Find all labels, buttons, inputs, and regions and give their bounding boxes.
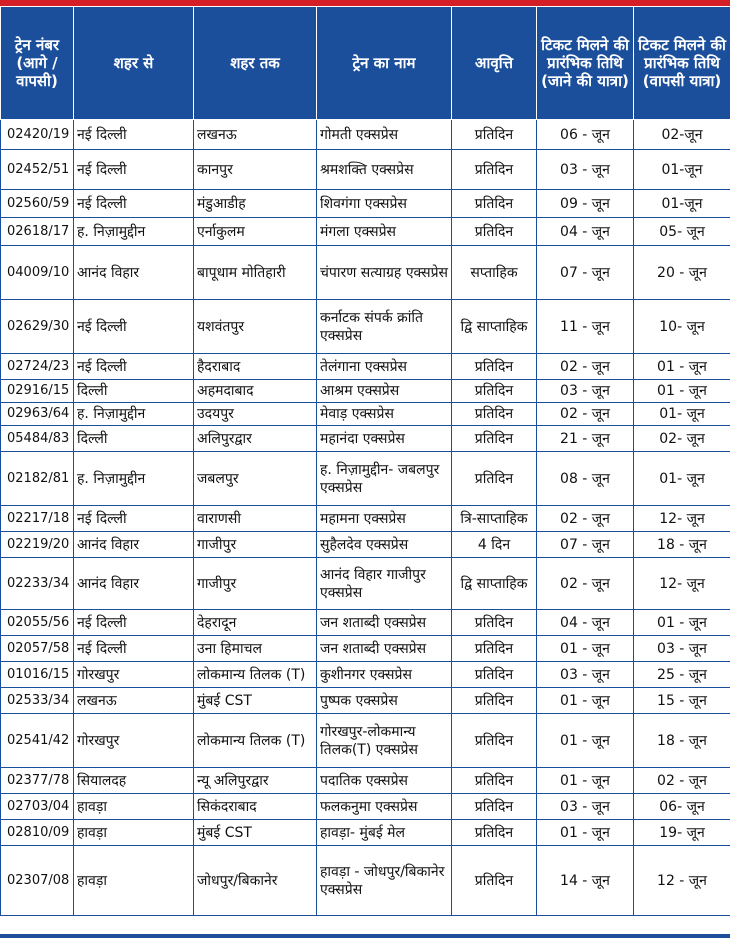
from-city-cell: हावड़ा — [74, 794, 194, 820]
onward-date-cell: 02 - जून — [537, 506, 634, 532]
to-city-cell: देहरादून — [194, 610, 317, 636]
table-row — [1, 558, 730, 610]
onward-date-cell: 01 - जून — [537, 636, 634, 662]
return-date-cell: 20 - जून — [634, 246, 730, 300]
to-city-cell: जबलपुर — [194, 452, 317, 506]
frequency-cell: प्रतिदिन — [452, 636, 537, 662]
table-row — [1, 636, 730, 662]
train-number-cell: 02541/42 — [1, 714, 74, 768]
to-city-cell: लोकमान्य तिलक (T) — [194, 662, 317, 688]
return-date-cell: 05- जून — [634, 218, 730, 246]
train-number-cell: 02629/30 — [1, 300, 74, 354]
to-city-cell: मुंबई CST — [194, 688, 317, 714]
train-name-cell: चंपारण सत्याग्रह एक्सप्रेस — [317, 246, 452, 300]
to-city-cell: लोकमान्य तिलक (T) — [194, 714, 317, 768]
from-city-cell: लखनऊ — [74, 688, 194, 714]
return-date-cell: 10- जून — [634, 300, 730, 354]
train-name-cell: आश्रम एक्सप्रेस — [317, 380, 452, 403]
train-number-cell: 02724/23 — [1, 354, 74, 380]
train-name-cell: पुष्पक एक्सप्रेस — [317, 688, 452, 714]
to-city-cell: सिकंदराबाद — [194, 794, 317, 820]
train-name-cell: सुहैलदेव एक्सप्रेस — [317, 532, 452, 558]
train-number-cell: 02618/17 — [1, 218, 74, 246]
table-row — [1, 768, 730, 794]
train-name-cell: आनंद विहार गाजीपुर एक्सप्रेस — [317, 558, 452, 610]
train-number-cell: 02219/20 — [1, 532, 74, 558]
onward-date-cell: 03 - जून — [537, 150, 634, 190]
frequency-cell: प्रतिदिन — [452, 688, 537, 714]
frequency-cell: प्रतिदिन — [452, 846, 537, 916]
onward-date-cell: 03 - जून — [537, 662, 634, 688]
onward-date-cell: 07 - जून — [537, 246, 634, 300]
return-date-cell: 18 - जून — [634, 714, 730, 768]
header-to-city: शहर तक — [194, 7, 317, 120]
table-row — [1, 794, 730, 820]
frequency-cell: प्रतिदिन — [452, 218, 537, 246]
to-city-cell: बापूधाम मोतिहारी — [194, 246, 317, 300]
frequency-cell: प्रतिदिन — [452, 120, 537, 150]
table-row — [1, 354, 730, 380]
onward-date-cell: 06 - जून — [537, 120, 634, 150]
header-from-city: शहर से — [74, 7, 194, 120]
return-date-cell: 02 - जून — [634, 768, 730, 794]
train-number-cell: 02182/81 — [1, 452, 74, 506]
return-date-cell: 12- जून — [634, 558, 730, 610]
return-date-cell: 01-जून — [634, 150, 730, 190]
to-city-cell: अलिपुरद्वार — [194, 426, 317, 452]
table-row — [1, 452, 730, 506]
train-name-cell: कुशीनगर एक्सप्रेस — [317, 662, 452, 688]
train-name-cell: गोरखपुर-लोकमान्य तिलक(T) एक्सप्रेस — [317, 714, 452, 768]
onward-date-cell: 14 - जून — [537, 846, 634, 916]
header-frequency: आवृत्ति — [452, 7, 537, 120]
to-city-cell: यशवंतपुर — [194, 300, 317, 354]
return-date-cell: 19- जून — [634, 820, 730, 846]
onward-date-cell: 01 - जून — [537, 688, 634, 714]
header-booking-date-return: टिकट मिलने की प्रारंभिक तिथि (वापसी यात्रा) — [634, 7, 730, 120]
to-city-cell: गाजीपुर — [194, 558, 317, 610]
train-name-cell: कर्नाटक संपर्क क्रांति एक्सप्रेस — [317, 300, 452, 354]
return-date-cell: 02- जून — [634, 426, 730, 452]
header-booking-date-onward: टिकट मिलने की प्रारंभिक तिथि (जाने की यात्रा) — [537, 7, 634, 120]
train-name-cell: हावड़ा- मुंबई मेल — [317, 820, 452, 846]
train-number-cell: 02377/78 — [1, 768, 74, 794]
onward-date-cell: 02 - जून — [537, 403, 634, 426]
table-row — [1, 662, 730, 688]
table-row — [1, 506, 730, 532]
table-row — [1, 688, 730, 714]
to-city-cell: मंडुआडीह — [194, 190, 317, 218]
train-name-cell: मंगला एक्सप्रेस — [317, 218, 452, 246]
train-number-cell: 02703/04 — [1, 794, 74, 820]
onward-date-cell: 03 - जून — [537, 794, 634, 820]
onward-date-cell: 01 - जून — [537, 820, 634, 846]
train-name-cell: तेलंगाना एक्सप्रेस — [317, 354, 452, 380]
frequency-cell: 4 दिन — [452, 532, 537, 558]
train-name-cell: पदातिक एक्सप्रेस — [317, 768, 452, 794]
from-city-cell: नई दिल्ली — [74, 354, 194, 380]
train-number-cell: 01016/15 — [1, 662, 74, 688]
return-date-cell: 15 - जून — [634, 688, 730, 714]
train-number-cell: 02307/08 — [1, 846, 74, 916]
train-name-cell: हावड़ा - जोधपुर/बिकानेर एक्सप्रेस — [317, 846, 452, 916]
from-city-cell: नई दिल्ली — [74, 300, 194, 354]
to-city-cell: अहमदाबाद — [194, 380, 317, 403]
header-train-name: ट्रेन का नाम — [317, 7, 452, 120]
return-date-cell: 18 - जून — [634, 532, 730, 558]
table-row — [1, 120, 730, 150]
header-train-number: ट्रेन नंबर (आगे / वापसी) — [1, 7, 74, 120]
return-date-cell: 01- जून — [634, 403, 730, 426]
train-name-cell: फलकनुमा एक्सप्रेस — [317, 794, 452, 820]
frequency-cell: प्रतिदिन — [452, 820, 537, 846]
onward-date-cell: 04 - जून — [537, 218, 634, 246]
table-row — [1, 380, 730, 403]
from-city-cell: ह. निज़ामुद्दीन — [74, 403, 194, 426]
return-date-cell: 06- जून — [634, 794, 730, 820]
from-city-cell: दिल्ली — [74, 426, 194, 452]
frequency-cell: द्वि साप्ताहिक — [452, 558, 537, 610]
bottom-accent-bar — [0, 934, 730, 938]
onward-date-cell: 08 - जून — [537, 452, 634, 506]
from-city-cell: दिल्ली — [74, 380, 194, 403]
table-row — [1, 300, 730, 354]
return-date-cell: 25 - जून — [634, 662, 730, 688]
from-city-cell: नई दिल्ली — [74, 506, 194, 532]
train-number-cell: 02810/09 — [1, 820, 74, 846]
to-city-cell: न्यू अलिपुरद्वार — [194, 768, 317, 794]
header-row — [1, 7, 730, 120]
return-date-cell: 01 - जून — [634, 380, 730, 403]
from-city-cell: हावड़ा — [74, 846, 194, 916]
return-date-cell: 01 - जून — [634, 354, 730, 380]
to-city-cell: उदयपुर — [194, 403, 317, 426]
from-city-cell: नई दिल्ली — [74, 610, 194, 636]
table-row — [1, 218, 730, 246]
from-city-cell: आनंद विहार — [74, 558, 194, 610]
frequency-cell: प्रतिदिन — [452, 403, 537, 426]
train-number-cell: 02057/58 — [1, 636, 74, 662]
from-city-cell: नई दिल्ली — [74, 636, 194, 662]
train-number-cell: 02916/15 — [1, 380, 74, 403]
frequency-cell: त्रि-साप्ताहिक — [452, 506, 537, 532]
to-city-cell: जोधपुर/बिकानेर — [194, 846, 317, 916]
onward-date-cell: 02 - जून — [537, 354, 634, 380]
train-name-cell: मेवाड़ एक्सप्रेस — [317, 403, 452, 426]
from-city-cell: गोरखपुर — [74, 714, 194, 768]
to-city-cell: एर्नाकुलम — [194, 218, 317, 246]
table-row — [1, 426, 730, 452]
frequency-cell: प्रतिदिन — [452, 380, 537, 403]
to-city-cell: हैदराबाद — [194, 354, 317, 380]
from-city-cell: हावड़ा — [74, 820, 194, 846]
return-date-cell: 03 - जून — [634, 636, 730, 662]
train-number-cell: 04009/10 — [1, 246, 74, 300]
frequency-cell: प्रतिदिन — [452, 190, 537, 218]
from-city-cell: आनंद विहार — [74, 246, 194, 300]
return-date-cell: 01 - जून — [634, 610, 730, 636]
onward-date-cell: 01 - जून — [537, 768, 634, 794]
train-name-cell: शिवगंगा एक्सप्रेस — [317, 190, 452, 218]
from-city-cell: ह. निज़ामुद्दीन — [74, 452, 194, 506]
frequency-cell: सप्ताहिक — [452, 246, 537, 300]
frequency-cell: प्रतिदिन — [452, 426, 537, 452]
train-number-cell: 02533/34 — [1, 688, 74, 714]
onward-date-cell: 04 - जून — [537, 610, 634, 636]
train-number-cell: 02560/59 — [1, 190, 74, 218]
frequency-cell: प्रतिदिन — [452, 794, 537, 820]
table-row — [1, 714, 730, 768]
train-name-cell: श्रमशक्ति एक्सप्रेस — [317, 150, 452, 190]
to-city-cell: मुंबई CST — [194, 820, 317, 846]
from-city-cell: गोरखपुर — [74, 662, 194, 688]
return-date-cell: 12 - जून — [634, 846, 730, 916]
table-row — [1, 532, 730, 558]
onward-date-cell: 09 - जून — [537, 190, 634, 218]
from-city-cell: सियालदह — [74, 768, 194, 794]
frequency-cell: प्रतिदिन — [452, 150, 537, 190]
train-name-cell: महानंदा एक्सप्रेस — [317, 426, 452, 452]
frequency-cell: द्वि साप्ताहिक — [452, 300, 537, 354]
train-schedule-table — [0, 6, 730, 916]
from-city-cell: नई दिल्ली — [74, 190, 194, 218]
train-number-cell: 02420/19 — [1, 120, 74, 150]
train-name-cell: ह. निज़ामुद्दीन- जबलपुर एक्सप्रेस — [317, 452, 452, 506]
onward-date-cell: 07 - जून — [537, 532, 634, 558]
onward-date-cell: 11 - जून — [537, 300, 634, 354]
onward-date-cell: 21 - जून — [537, 426, 634, 452]
train-number-cell: 02055/56 — [1, 610, 74, 636]
train-number-cell: 02217/18 — [1, 506, 74, 532]
train-name-cell: गोमती एक्सप्रेस — [317, 120, 452, 150]
table-row — [1, 820, 730, 846]
table-row — [1, 610, 730, 636]
table-row — [1, 846, 730, 916]
from-city-cell: ह. निज़ामुद्दीन — [74, 218, 194, 246]
from-city-cell: आनंद विहार — [74, 532, 194, 558]
return-date-cell: 01- जून — [634, 452, 730, 506]
frequency-cell: प्रतिदिन — [452, 452, 537, 506]
table-row — [1, 403, 730, 426]
train-number-cell: 02233/34 — [1, 558, 74, 610]
train-name-cell: जन शताब्दी एक्सप्रेस — [317, 610, 452, 636]
to-city-cell: उना हिमाचल — [194, 636, 317, 662]
onward-date-cell: 02 - जून — [537, 558, 634, 610]
frequency-cell: प्रतिदिन — [452, 662, 537, 688]
train-number-cell: 02452/51 — [1, 150, 74, 190]
train-name-cell: जन शताब्दी एक्सप्रेस — [317, 636, 452, 662]
onward-date-cell: 01 - जून — [537, 714, 634, 768]
table-row — [1, 190, 730, 218]
table-body — [1, 120, 730, 916]
table-row — [1, 150, 730, 190]
return-date-cell: 01-जून — [634, 190, 730, 218]
to-city-cell: वाराणसी — [194, 506, 317, 532]
to-city-cell: कानपुर — [194, 150, 317, 190]
return-date-cell: 02-जून — [634, 120, 730, 150]
from-city-cell: नई दिल्ली — [74, 120, 194, 150]
train-number-cell: 02963/64 — [1, 403, 74, 426]
train-name-cell: महामना एक्सप्रेस — [317, 506, 452, 532]
to-city-cell: लखनऊ — [194, 120, 317, 150]
frequency-cell: प्रतिदिन — [452, 768, 537, 794]
train-number-cell: 05484/83 — [1, 426, 74, 452]
onward-date-cell: 03 - जून — [537, 380, 634, 403]
table-row — [1, 246, 730, 300]
frequency-cell: प्रतिदिन — [452, 354, 537, 380]
to-city-cell: गाजीपुर — [194, 532, 317, 558]
from-city-cell: नई दिल्ली — [74, 150, 194, 190]
return-date-cell: 12- जून — [634, 506, 730, 532]
frequency-cell: प्रतिदिन — [452, 714, 537, 768]
frequency-cell: प्रतिदिन — [452, 610, 537, 636]
